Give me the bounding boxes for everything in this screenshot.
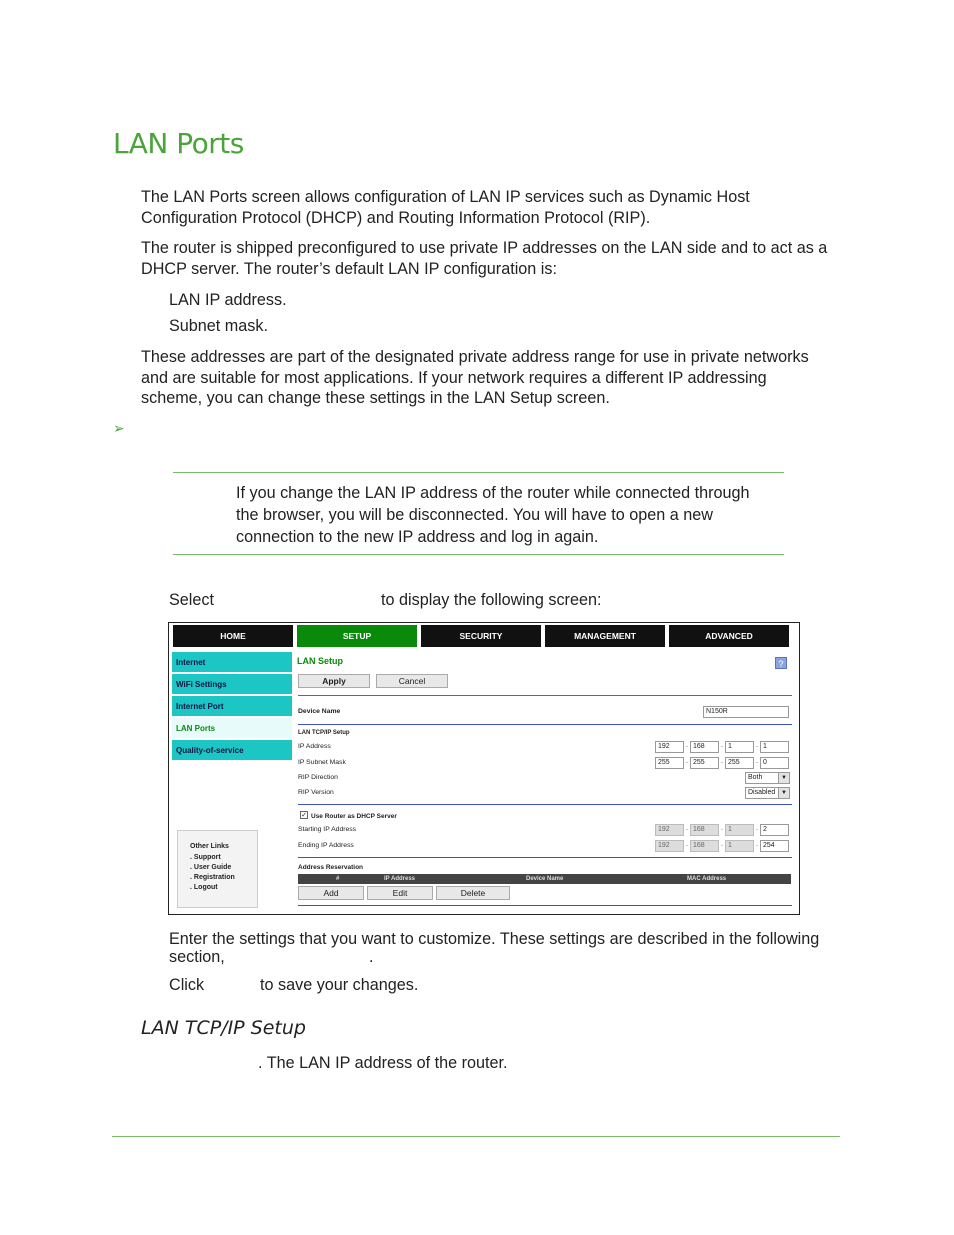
- bullet-lan-ip: LAN IP address.: [169, 291, 287, 309]
- start-dot-3: .: [756, 825, 758, 832]
- subnet-mask-label: IP Subnet Mask: [298, 759, 346, 766]
- start-dot-1: .: [686, 825, 688, 832]
- chevron-down-icon: ▼: [778, 773, 789, 783]
- link-logout[interactable]: . Logout: [190, 884, 218, 891]
- start-octet-3: 1: [725, 824, 754, 836]
- start-octet-1: 192: [655, 824, 684, 836]
- start-dot-2: .: [721, 825, 723, 832]
- bullet-dot: .: [190, 864, 192, 871]
- tab-security[interactable]: SECURITY: [421, 625, 541, 647]
- col-number: #: [336, 876, 340, 882]
- device-name-label: Device Name: [298, 708, 341, 715]
- note-rule-bottom: [173, 554, 784, 555]
- tcpip-label: LAN TCP/IP Setup: [298, 730, 350, 736]
- mask-octet-4[interactable]: 0: [760, 757, 789, 769]
- end-octet-2: 168: [690, 840, 719, 852]
- arrow-icon: ➢: [113, 420, 125, 436]
- bullet-subnet: Subnet mask.: [169, 317, 268, 335]
- section-divider-3: [298, 857, 792, 858]
- step3-click: Click: [169, 976, 205, 994]
- step1-select: Select: [169, 591, 214, 609]
- address-reservation-label: Address Reservation: [298, 864, 364, 871]
- end-dot-1: .: [686, 841, 688, 848]
- ip-dot-3: .: [756, 742, 758, 749]
- page-title: LAN Ports: [113, 127, 244, 160]
- start-octet-4[interactable]: 2: [760, 824, 789, 836]
- other-links-title: Other Links: [190, 843, 229, 850]
- ip-octet-2[interactable]: 168: [690, 741, 719, 753]
- mask-dot-3: .: [756, 758, 758, 765]
- sidebar-item-internet[interactable]: Internet: [172, 652, 292, 673]
- end-octet-3: 1: [725, 840, 754, 852]
- chevron-down-icon: ▼: [778, 788, 789, 798]
- tab-setup[interactable]: SETUP: [297, 625, 417, 647]
- ip-dot-1: .: [686, 742, 688, 749]
- mask-dot-1: .: [686, 758, 688, 765]
- ip-octet-1[interactable]: 192: [655, 741, 684, 753]
- col-ip-address: IP Address: [384, 876, 416, 882]
- mask-dot-2: .: [721, 758, 723, 765]
- bullet-dot: .: [190, 884, 192, 891]
- dhcp-label: Use Router as DHCP Server: [311, 813, 397, 820]
- rip-direction-label: RIP Direction: [298, 774, 338, 781]
- dhcp-checkbox[interactable]: ✓: [301, 812, 307, 819]
- step1-rest: to display the following screen:: [381, 591, 602, 609]
- section-divider-2: [298, 804, 792, 805]
- tab-management[interactable]: MANAGEMENT: [545, 625, 665, 647]
- tab-advanced[interactable]: ADVANCED: [669, 625, 789, 647]
- bullet-dot: .: [190, 874, 192, 881]
- rip-direction-select[interactable]: Both ▼: [745, 772, 790, 784]
- end-octet-1: 192: [655, 840, 684, 852]
- cancel-button[interactable]: Cancel: [376, 674, 448, 688]
- col-mac-address: MAC Address: [687, 876, 727, 882]
- section-divider-1: [298, 724, 792, 725]
- mask-octet-1[interactable]: 255: [655, 757, 684, 769]
- sidebar-item-wifi-settings[interactable]: WiFi Settings: [172, 674, 292, 695]
- lan-setup-title: LAN Setup: [297, 656, 343, 666]
- intro-paragraph: The LAN Ports screen allows configuration of LAN IP services such as Dynamic Host Configuration Protocol (DHCP) and Routing Information Protocol (RIP).: [141, 188, 750, 227]
- end-octet-4[interactable]: 254: [760, 840, 789, 852]
- ip-octet-4[interactable]: 1: [760, 741, 789, 753]
- link-user-guide[interactable]: . User Guide: [190, 864, 232, 871]
- sidebar-item-lan-ports[interactable]: LAN Ports: [172, 718, 292, 739]
- footer-rule: [112, 1136, 840, 1137]
- start-octet-2: 168: [690, 824, 719, 836]
- ip-address-label: IP Address: [298, 743, 331, 750]
- link-registration[interactable]: . Registration: [190, 874, 235, 881]
- delete-button[interactable]: Delete: [436, 886, 510, 900]
- mask-octet-3[interactable]: 255: [725, 757, 754, 769]
- end-dot-3: .: [756, 841, 758, 848]
- mask-octet-2[interactable]: 255: [690, 757, 719, 769]
- end-dot-2: .: [721, 841, 723, 848]
- col-device-name: Device Name: [526, 876, 564, 882]
- step2-text: Enter the settings that you want to customize. These settings are described in the following: [169, 930, 820, 948]
- tab-home[interactable]: HOME: [173, 625, 293, 647]
- apply-button[interactable]: Apply: [298, 674, 370, 688]
- rip-version-label: RIP Version: [298, 789, 334, 796]
- sidebar-item-qos[interactable]: Quality-of-service: [172, 740, 292, 761]
- ending-ip-label: Ending IP Address: [298, 842, 354, 849]
- link-support[interactable]: . Support: [190, 854, 221, 861]
- ip-address-description: . The LAN IP address of the router.: [258, 1054, 508, 1072]
- starting-ip-label: Starting IP Address: [298, 826, 357, 833]
- bullet-dot: .: [190, 854, 192, 861]
- section-divider-4: [298, 905, 792, 906]
- help-icon[interactable]: ?: [775, 657, 787, 669]
- subheading: LAN TCP/IP Setup: [141, 1017, 306, 1039]
- step2-section: section,: [169, 948, 225, 966]
- step2-period: .: [369, 948, 374, 966]
- sidebar-item-internet-port[interactable]: Internet Port: [172, 696, 292, 717]
- ip-octet-3[interactable]: 1: [725, 741, 754, 753]
- ip-dot-2: .: [721, 742, 723, 749]
- note-text: If you change the LAN IP address of the router while connected through the browser, you will be disconnected. You will have to open a new connection to the new IP address and log in again.: [236, 484, 750, 546]
- note-rule-top: [173, 472, 784, 473]
- other-links-box: [177, 830, 258, 908]
- private-range-paragraph: These addresses are part of the designated private address range for use in private networks and are suitable for most applications. If your network requires a different IP addressing scheme, you can change these settings in the LAN Setup screen.: [141, 348, 809, 407]
- step3-rest: to save your changes.: [260, 976, 419, 994]
- device-name-input[interactable]: N150R: [703, 706, 789, 718]
- edit-button[interactable]: Edit: [367, 886, 433, 900]
- reservation-table-header: [298, 874, 791, 884]
- toolbar-divider: [298, 695, 792, 696]
- rip-version-select[interactable]: Disabled ▼: [745, 787, 790, 799]
- other-links-list: [190, 853, 235, 893]
- default-config-paragraph: The router is shipped preconfigured to use private IP addresses on the LAN side and to act as a DHCP server. The router’s default LAN IP configuration is:: [141, 239, 828, 278]
- add-button[interactable]: Add: [298, 886, 364, 900]
